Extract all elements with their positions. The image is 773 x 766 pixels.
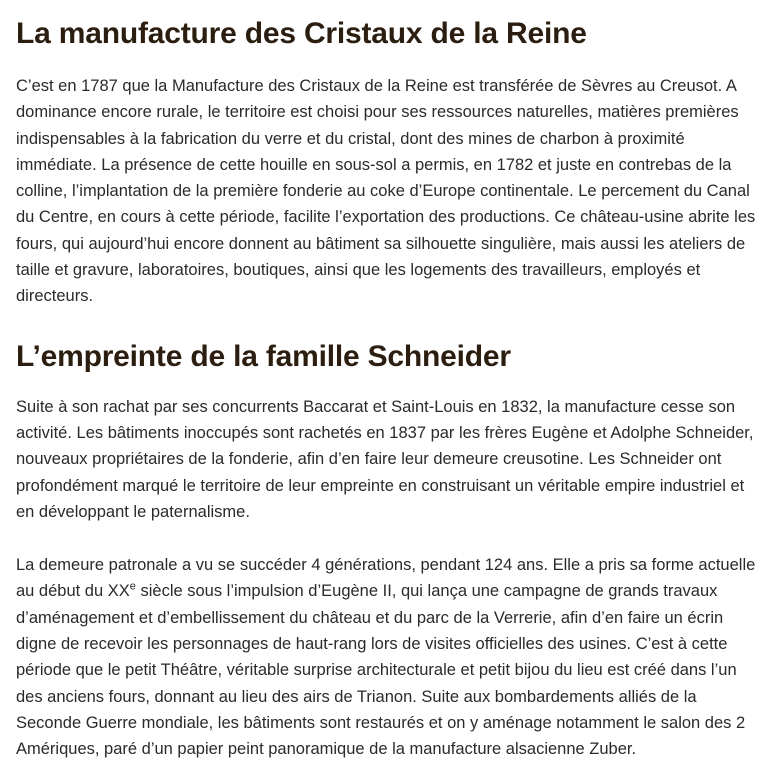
paragraph-text-before-superscript: La demeure patronale a vu se succéder 4 générations, pendant 124 ans. Elle a pris sa forme actuelle au début du XX: [16, 556, 756, 601]
paragraph-manufacture-history: C’est en 1787 que la Manufacture des Cristaux de la Reine est transférée de Sèvres au Creusot. A dominance encore rurale, le territoire est choisi pour ses ressources naturelles, matières premières indispensables à la fabrication du verre et du cristal, dont des mines de charbon à proximité immédiate. La présence de cette houille en sous-sol a permis, en 1782 et juste en contrebas de la colline, l’implantation de la première fonderie au coke d’Europe continentale. Le percement du Canal du Centre, en cours à cette période, facilite l’exportation des productions. Ce château-usine abrite les fours, qui aujourd’hui encore donnent au bâtiment sa silhouette singulière, mais aussi les ateliers de taille et gravure, laboratoires, boutiques, ainsi que les logements des travailleurs, employés et directeurs.: [16, 77, 756, 306]
section-manufacture: [16, 14, 761, 310]
paragraph-schneider-acquisition: Suite à son rachat par ses concurrents Baccarat et Saint-Louis en 1832, la manufacture cesse son activité. Les bâtiments inoccupés sont rachetés en 1837 par les frères Eugène et Adolphe Schneider, nouveaux propriétaires de la fonderie, afin d’en faire leur demeure creusotine. Les Schneider ont profondément marqué le territoire de leur empreinte en construisant un véritable empire industriel et en développant le paternalisme.: [16, 397, 754, 521]
section-schneider: [16, 337, 761, 763]
paragraph-patronal-residence: [16, 552, 761, 762]
century-superscript: e: [129, 580, 136, 593]
section-title-manufacture: La manufacture des Cristaux de la Reine: [16, 17, 587, 50]
section-title-schneider: L’empreinte de la famille Schneider: [16, 339, 511, 373]
paragraph-text-after-superscript: siècle sous l’impulsion d’Eugène II, qui lança une campagne de grands travaux d’aménagement et d’embellissement du château et du parc de la Verrerie, afin d’en faire un écrin digne de recevoir les personnages de haut-rang lors de visites officielles des usines. C’est à cette période que le petit Théâtre, véritable surprise architecturale et petit bijou du lieu est créé dans l’un des anciens fours, donnant au lieu des airs de Trianon. Suite aux bombardements alliés de la Seconde Guerre mondiale, les bâtiments sont restaurés et on y aménage notamment le salon des 2 Amériques, paré d’un papier peint panoramique de la manufacture alsacienne Zuber.: [16, 582, 746, 759]
